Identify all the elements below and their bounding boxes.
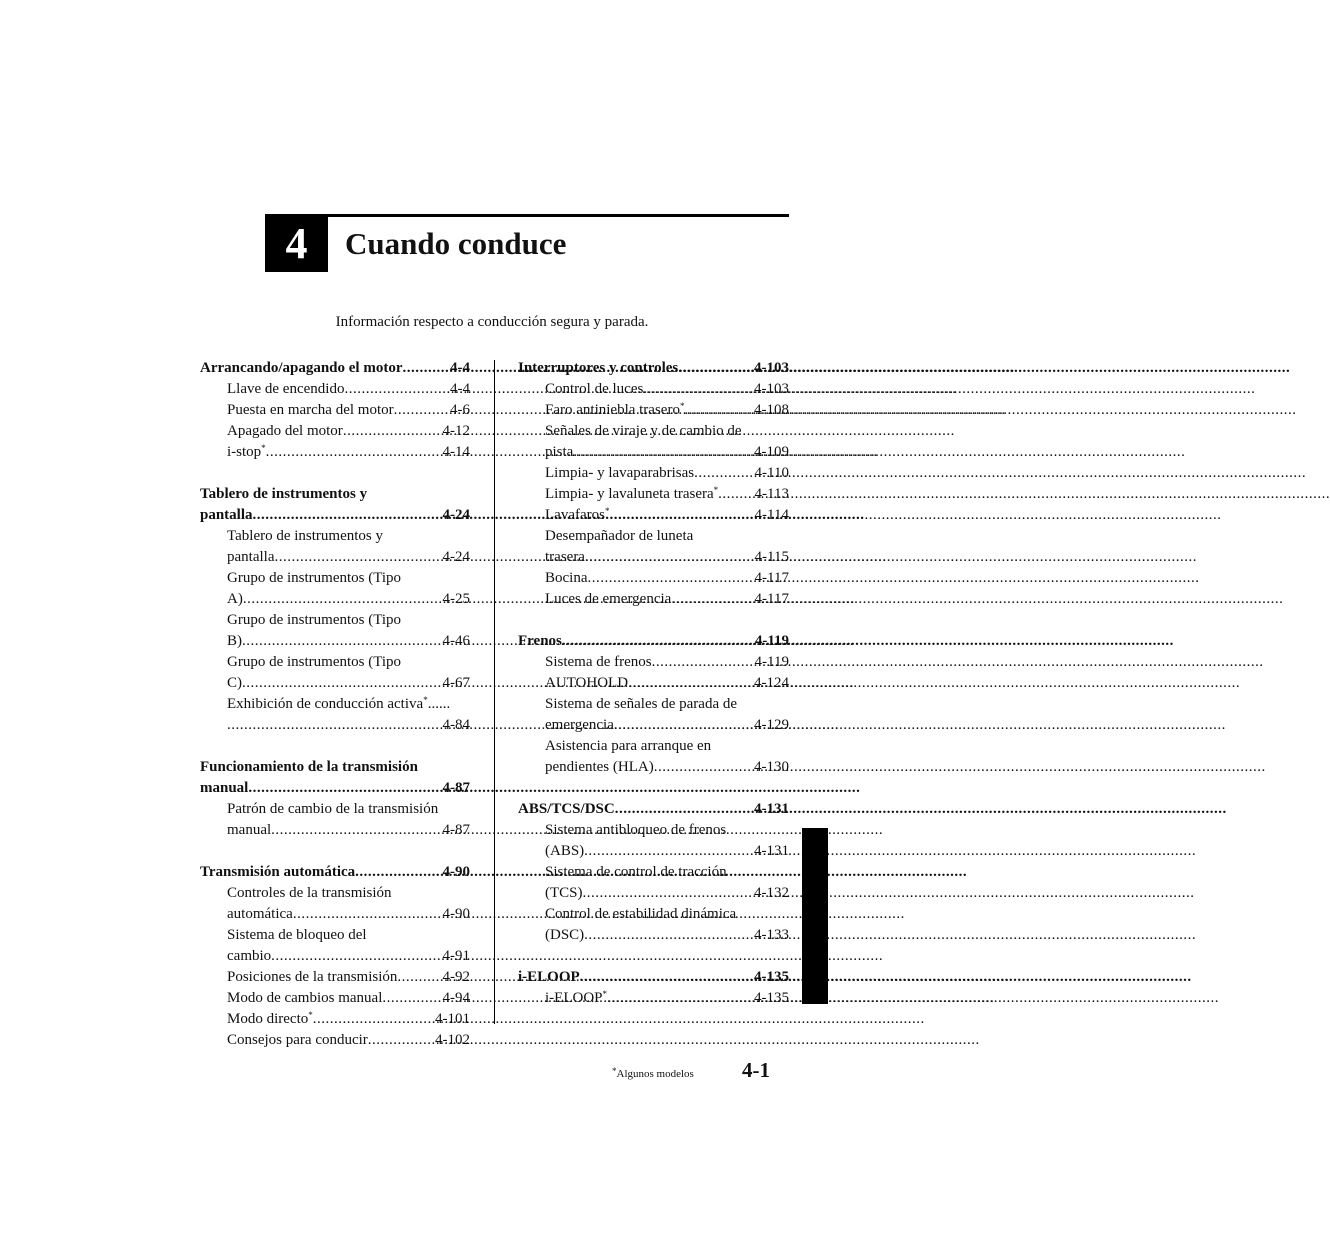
toc-entry[interactable]: ..... 4-84 [200, 715, 470, 736]
toc-entry[interactable]: (ABS) ..... 4-131 [518, 841, 789, 862]
toc-entry[interactable]: Sistema de frenos ..... 4-119 [518, 652, 789, 673]
toc-section-title[interactable]: Frenos ..... 4-119 [518, 631, 789, 652]
page-number: 4-1 [742, 1058, 770, 1082]
toc-entry[interactable]: Limpia- y lavaparabrisas ..... 4-110 [518, 463, 789, 484]
toc-entry-line[interactable]: Sistema de bloqueo del [227, 927, 367, 943]
toc-entry-line[interactable]: Control de estabilidad dinámica [545, 906, 737, 922]
toc-section-brakes [518, 631, 789, 778]
footnote: *Algunos modelos [612, 1066, 694, 1080]
toc-entry[interactable]: pista ..... 4-109 [518, 442, 789, 463]
toc-entry[interactable]: Modo de cambios manual ..... 4-94 [200, 988, 470, 1009]
chapter-number-box [265, 214, 328, 272]
chapter-subtitle: Información respecto a conducción segura y parada. [335, 314, 649, 330]
toc-entry[interactable]: pendientes (HLA) ..... 4-130 [518, 757, 789, 778]
chapter-top-rule [265, 214, 789, 217]
chapter-side-tab [802, 828, 828, 1004]
toc-entry[interactable]: Modo directo* ..... 4-101 [200, 1009, 470, 1030]
toc-entry-line[interactable]: Exhibición de conducción activa*...... [227, 695, 451, 712]
toc-entry-line[interactable]: Grupo de instrumentos (Tipo [227, 654, 402, 670]
toc-section-switches [518, 358, 789, 610]
asterisk-mark: * [679, 401, 685, 411]
toc-entry[interactable]: Consejos para conducir ..... 4-102 [200, 1030, 470, 1051]
toc-entry[interactable]: emergencia ..... 4-129 [518, 715, 789, 736]
toc-section-title[interactable]: manual ..... 4-87 [200, 778, 470, 799]
toc-section-i-eloop [518, 967, 789, 1009]
toc-entry-line[interactable]: Desempañador de luneta [545, 528, 694, 544]
toc-entry-line[interactable]: Tablero de instrumentos y [227, 528, 383, 544]
toc-section-engine [200, 358, 470, 463]
toc-entry[interactable]: B) ..... 4-46 [200, 631, 470, 652]
asterisk-mark: * [602, 989, 607, 999]
toc-section-automatic-transmission [200, 862, 470, 1051]
toc-entry[interactable]: cambio ..... 4-91 [200, 946, 470, 967]
toc-entry[interactable]: Faro antiniebla trasero* ..... 4-108 [518, 400, 789, 421]
toc-right-column [518, 358, 789, 1030]
toc-left-column [200, 358, 470, 1072]
toc-entry[interactable]: Limpia- y lavaluneta trasera* ..... 4-113 [518, 484, 789, 505]
asterisk-mark: * [604, 506, 610, 516]
toc-entry-line[interactable]: Asistencia para arranque en [545, 738, 712, 754]
asterisk-mark: * [261, 443, 266, 453]
toc-entry-line[interactable]: Sistema antibloqueo de frenos [545, 822, 727, 838]
asterisk-mark: * [308, 1010, 313, 1020]
toc-entry[interactable]: Posiciones de la transmisión ..... 4-92 [200, 967, 470, 988]
toc-section-instruments [200, 484, 470, 736]
toc-entry[interactable]: Control de luces ..... 4-103 [518, 379, 789, 400]
toc-section-title[interactable]: i-ELOOP ..... 4-135 [518, 967, 789, 988]
toc-entry[interactable]: Luces de emergencia ..... 4-117 [518, 589, 789, 610]
toc-entry[interactable]: Bocina ..... 4-117 [518, 568, 789, 589]
toc-entry[interactable]: Lavafaros* ..... 4-114 [518, 505, 789, 526]
toc-section-title[interactable]: Transmisión automática ..... 4-90 [200, 862, 470, 883]
toc-entry[interactable]: AUTOHOLD ..... 4-124 [518, 673, 789, 694]
toc-entry[interactable]: pantalla ..... 4-24 [200, 547, 470, 568]
toc-entry-line[interactable]: Sistema de señales de parada de [545, 696, 738, 712]
toc-entry[interactable]: manual ..... 4-87 [200, 820, 470, 841]
chapter-title: Cuando conduce [345, 226, 567, 261]
toc-entry-line[interactable]: Patrón de cambio de la transmisión [227, 801, 439, 817]
toc-entry-line[interactable]: Señales de viraje y de cambio de [545, 423, 742, 439]
toc-section-title[interactable]: ABS/TCS/DSC ..... 4-131 [518, 799, 789, 820]
toc-section-abs-tcs-dsc [518, 799, 789, 946]
toc-entry[interactable]: (TCS) ..... 4-132 [518, 883, 789, 904]
toc-entry-line[interactable]: Grupo de instrumentos (Tipo [227, 612, 402, 628]
asterisk-mark: * [713, 485, 719, 495]
toc-section-title[interactable]: Arrancando/apagando el motor ..... 4-4 [200, 358, 470, 379]
column-divider [494, 360, 495, 1024]
toc-entry-line[interactable]: Controles de la transmisión [227, 885, 392, 901]
toc-entry-line[interactable]: Grupo de instrumentos (Tipo [227, 570, 402, 586]
toc-entry[interactable]: i-stop* ..... 4-14 [200, 442, 470, 463]
toc-entry-line[interactable]: Sistema de control de tracción [545, 864, 727, 880]
toc-section-manual-transmission [200, 757, 470, 841]
chapter-number: 4 [285, 218, 308, 268]
toc-entry[interactable]: Llave de encendido ..... 4-4 [200, 379, 470, 400]
toc-entry[interactable]: automática ..... 4-90 [200, 904, 470, 925]
toc-entry[interactable]: Puesta en marcha del motor ..... 4-6 [200, 400, 470, 421]
toc-entry[interactable]: C) ..... 4-67 [200, 673, 470, 694]
toc-entry[interactable]: A) ..... 4-25 [200, 589, 470, 610]
toc-section-title-line[interactable]: Tablero de instrumentos y [200, 486, 368, 502]
toc-entry[interactable]: Apagado del motor ..... 4-12 [200, 421, 470, 442]
toc-section-title[interactable]: Interruptores y controles ..... 4-103 [518, 358, 789, 379]
toc-entry[interactable]: (DSC) ..... 4-133 [518, 925, 789, 946]
toc-entry[interactable]: trasera ..... 4-115 [518, 547, 789, 568]
toc-entry[interactable]: i-ELOOP* ..... 4-135 [518, 988, 789, 1009]
toc-section-title-line[interactable]: Funcionamiento de la transmisión [200, 759, 418, 775]
asterisk-mark: * [423, 695, 428, 705]
toc-section-title[interactable]: pantalla ..... 4-24 [200, 505, 470, 526]
